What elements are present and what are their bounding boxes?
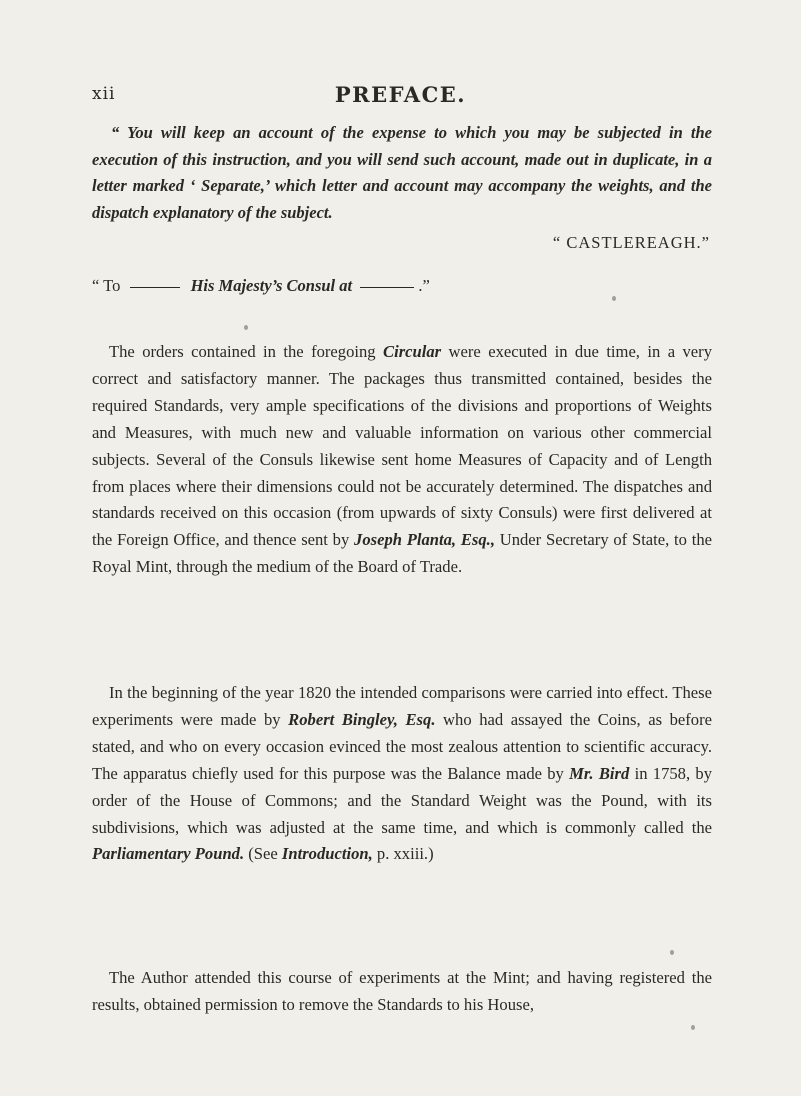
address-blank-dash xyxy=(130,287,180,288)
paragraph-author: The Author attended this course of experiments at the Mint; and having registered the results, obtained permission to remove the Standards to his House, xyxy=(92,968,712,1014)
paragraph-comparisons: In the beginning of the year 1820 the intended comparisons were carried into effect. These experiments were made by Robert Bingley, Esq. who had assayed the Coins, as before stated, and who on every occasion evinced the most zealous attention to scientific accuracy. The apparatus chiefly used for this purpose was the Balance made by Mr. Bird in 1758, by order of the House of Commons; and the Standard Weight was the Pound, with its subdivisions, which was adjusted at the same time, and which is commonly called the Parliamentary Pound. (See Introduction, p. xxiii.) xyxy=(92,683,712,864)
address-close: .” xyxy=(418,276,430,295)
ink-speck xyxy=(244,325,248,330)
ink-speck xyxy=(691,1025,695,1030)
address-open: “ To xyxy=(92,276,121,295)
letter-signature: “ CASTLEREAGH.” xyxy=(552,233,710,252)
letter-address xyxy=(92,276,430,296)
address-blank-dash-2 xyxy=(360,287,414,288)
running-head: PREFACE. xyxy=(334,82,467,107)
address-body: His Majesty’s Consul at xyxy=(190,276,353,295)
letter-quote: “ You will keep an account of the expense to which you may be subjected in the execution of this instruction, and you will send such account, made out in duplicate, in a letter marked ‘ Separate,’ which letter and account may accompany the weights, and the dispatch explanatory of the subject. xyxy=(92,123,712,222)
ink-speck xyxy=(612,296,616,301)
paragraph-circular: The orders contained in the foregoing Circular were executed in due time, in a very correct and satisfactory manner. The packages thus transmitted contained, besides the required Standards, very ample specifications of the divisions and proportions of Weights and Measures, with much new and valuable information on various other commercial subjects. Several of the Consuls likewise sent home Measures of Capacity and of Length from places where their dimensions could not be accurately determined. The dispatches and standards received on this occasion (from upwards of sixty Consuls) were first delivered at the Foreign Office, and thence sent by Joseph Planta, Esq., Under Secretary of State, to the Royal Mint, through the medium of the Board of Trade. xyxy=(92,342,712,577)
page-number: xii xyxy=(92,84,116,104)
ink-speck xyxy=(670,950,674,955)
